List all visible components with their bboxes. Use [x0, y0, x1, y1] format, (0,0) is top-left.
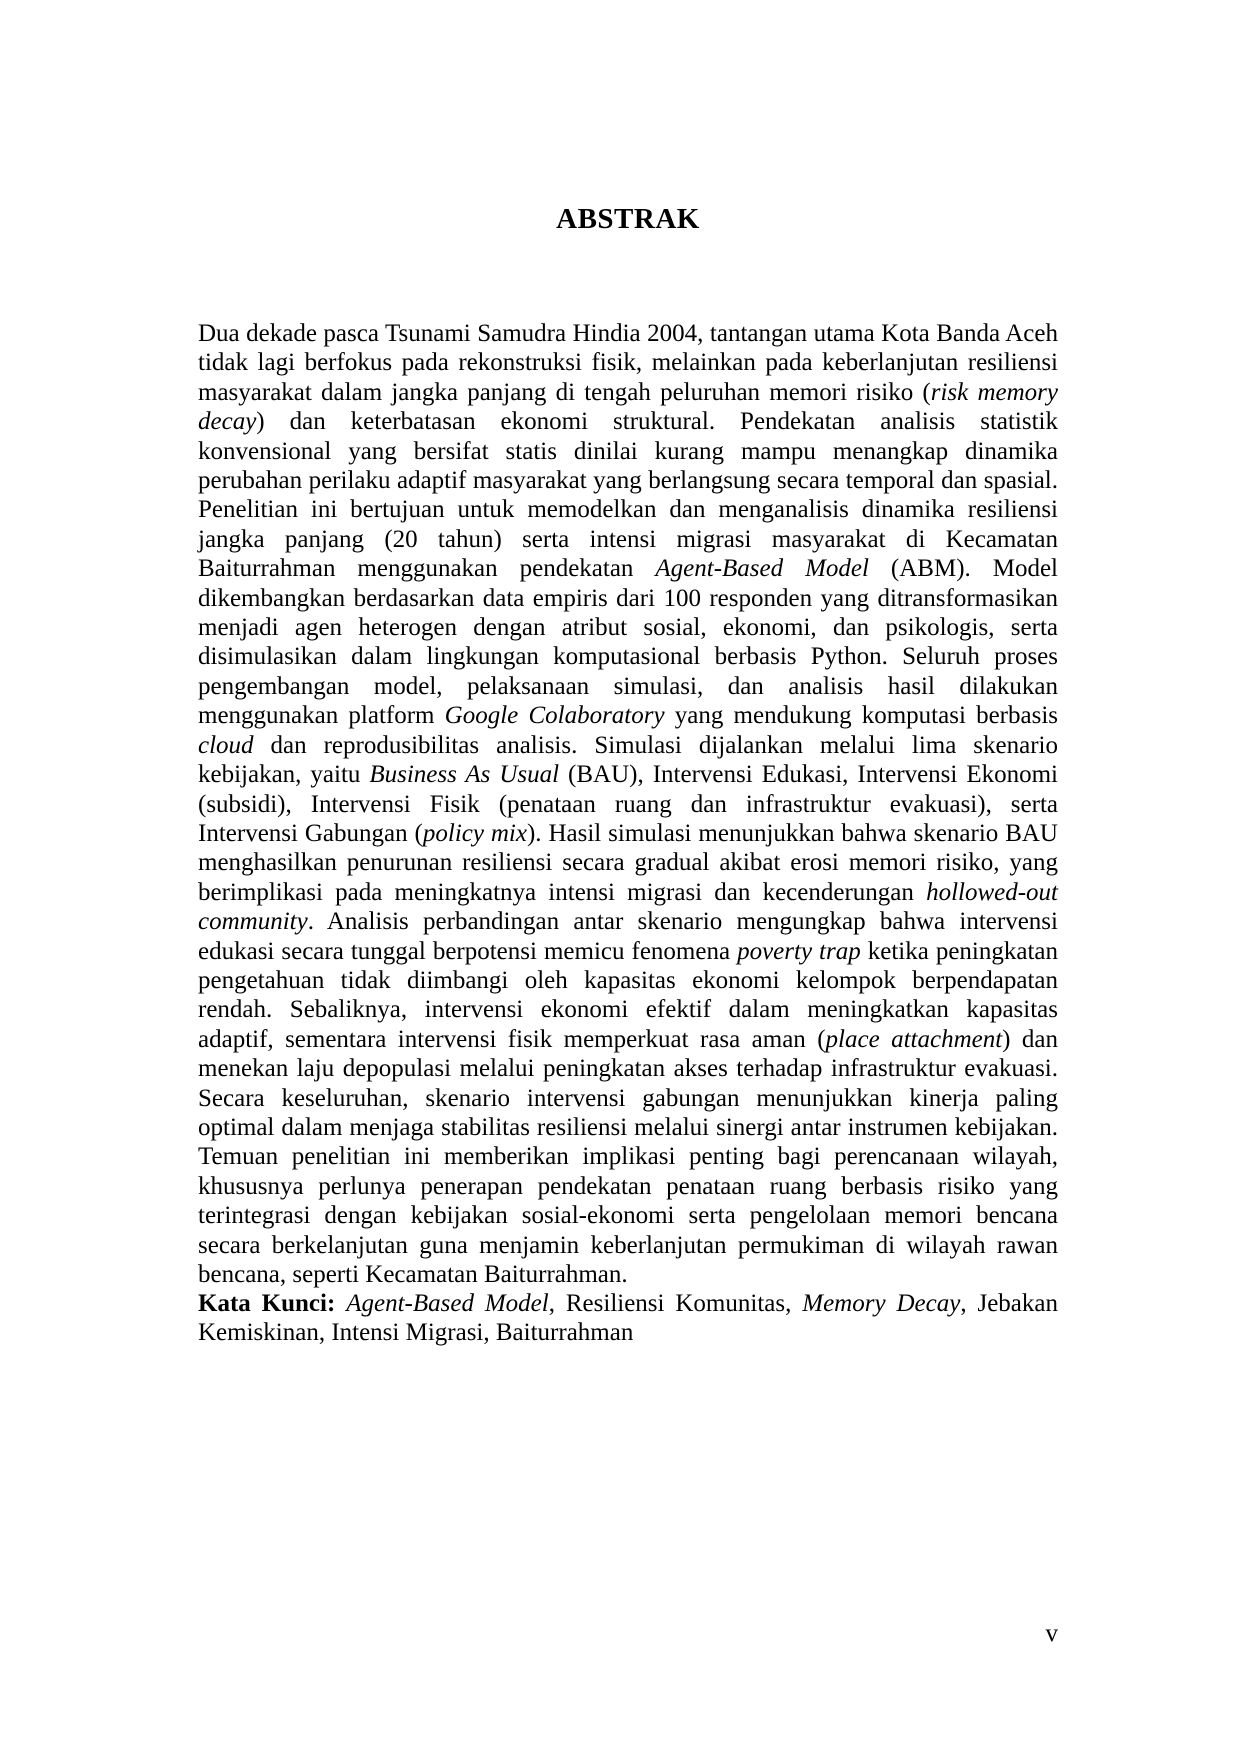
page-title: ABSTRAK [556, 203, 700, 235]
text-segment: yang mendukung komputasi berbasis [664, 702, 1058, 730]
text-segment: (BAU), Intervensi Edukasi, Intervensi Ekonomi (subsidi), Intervensi Fisik (penataan ruang dan infrastruktur evakuasi), serta Intervensi Gabungan ( [198, 761, 1058, 847]
abstract-paragraph [198, 319, 1058, 1289]
text-segment: ) dan keterbatasan ekonomi struktural. Pendekatan analisis statistik konvensional yang bersifat statis dinilai kurang mampu menangkap dinamika perubahan perilaku adaptif masyarakat yang berlangsung secara temporal dan spasial. Penelitian ini bertujuan untuk memodelkan dan menganalisis dinamika resiliensi jangka panjang (20 tahun) serta intensi migrasi masyarakat di Kecamatan Baiturrahman menggunakan pendekatan [198, 408, 1058, 583]
text-segment: Dua dekade pasca Tsunami Samudra Hindia 2004, tantangan utama Kota Banda Aceh tidak lagi berfokus pada rekonstruksi fisik, melainkan pada keberlanjutan resiliensi masyarakat dalam jangka panjang di tengah peluruhan memori risiko ( [198, 320, 1058, 406]
keywords-line [198, 1289, 1058, 1348]
text-segment: hollowed-out community [198, 878, 1058, 936]
text-segment: ). Hasil simulasi menunjukkan bahwa skenario BAU menghasilkan penurunan resiliensi secara gradual akibat erosi memori risiko, yang berimplikasi pada meningkatnya intensi migrasi dan kecenderungan [198, 819, 1058, 906]
text-segment: . Analisis perbandingan antar skenario mengungkap bahwa intervensi edukasi secara tunggal berpotensi memicu fenomena [198, 908, 1058, 965]
text-segment: policy mix [422, 819, 527, 847]
text-segment: dan reprodusibilitas analisis. Simulasi dijalankan melalui lima skenario kebijakan, yaitu [198, 731, 1058, 789]
page-number: v [1045, 1620, 1058, 1647]
text-segment: (ABM). Model dikembangkan berdasarkan data empiris dari 100 responden yang ditransformasikan menjadi agen heterogen dengan atribut sosial, ekonomi, dan psikologis, serta disimulasikan dalam lingkungan komputasional berbasis Python. Seluruh proses pengembangan model, pelaksanaan simulasi, dan analisis hasil dilakukan menggunakan platform [198, 555, 1058, 730]
text-segment: Memory Decay [802, 1290, 961, 1317]
text-segment: ketika peningkatan pengetahuan tidak diimbangi oleh kapasitas ekonomi kelompok berpendapatan rendah. Sebaliknya, intervensi ekonomi efektif dalam meningkatkan kapasitas adaptif, sementara intervensi fisik memperkuat rasa aman ( [198, 937, 1059, 1053]
text-segment: poverty trap [737, 937, 861, 965]
text-segment: cloud [198, 731, 254, 759]
text-segment: Business As Usual [369, 761, 560, 789]
text-segment: , Jebakan Kemiskinan, Intensi Migrasi, Baiturrahman [198, 1290, 1058, 1347]
text-segment: Agent-Based Model [346, 1290, 549, 1317]
text-segment: Google Colaboratory [444, 702, 665, 730]
text-segment: ) dan menekan laju depopulasi melalui peningkatan akses terhadap infrastruktur evakuasi. Secara keseluruhan, skenario intervensi gabungan menunjukkan kinerja paling optimal dalam menjaga stabilitas resiliensi melalui sinergi antar instrumen kebijakan. Temuan penelitian ini memberikan implikasi penting bagi perencanaan wilayah, khususnya perlunya penerapan pendekatan penataan ruang berbasis risiko yang terintegrasi dengan kebijakan sosial-ekonomi serta pengelolaan memori bencana secara berkelanjutan guna menjamin keberlanjutan permukiman di wilayah rawan bencana, seperti Kecamatan Baiturrahman. [198, 1025, 1058, 1288]
text-segment: Agent-Based Model [655, 555, 869, 583]
keywords-label: Kata Kunci: [198, 1290, 347, 1317]
text-segment: risk memory decay [198, 378, 1058, 436]
text-segment: place attachment [825, 1025, 1003, 1053]
text-segment: , Resiliensi Komunitas, [548, 1290, 803, 1317]
